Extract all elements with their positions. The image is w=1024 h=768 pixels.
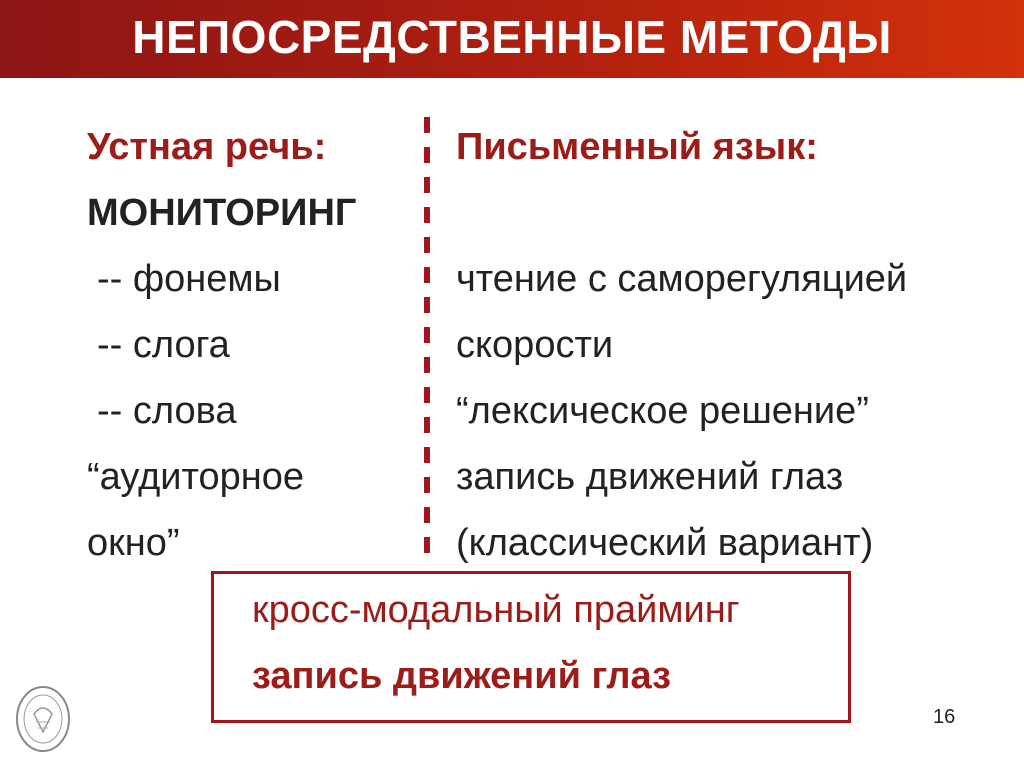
- right-line-speed: скорости: [456, 324, 614, 366]
- left-quote-line2: окно”: [87, 522, 180, 564]
- left-method: МОНИТОРИНГ: [87, 192, 357, 234]
- right-heading: Письменный язык:: [456, 126, 818, 168]
- right-line-classic: (классический вариант): [456, 522, 874, 564]
- left-quote-line1: “аудиторное: [87, 456, 304, 498]
- university-seal-logo: [14, 684, 72, 754]
- highlight-box: [211, 571, 851, 723]
- page-number: 16: [933, 706, 956, 728]
- slide-title: НЕПОСРЕДСТВЕННЫЕ МЕТОДЫ: [132, 11, 892, 63]
- title-bar: [0, 0, 1024, 78]
- right-line-lexical: “лексическое решение”: [456, 390, 869, 432]
- left-item-syllables: -- слога: [97, 324, 230, 366]
- left-heading: Устная речь:: [87, 126, 327, 168]
- box-line-eye-tracking: запись движений глаз: [252, 655, 672, 697]
- right-line-reading: чтение с саморегуляцией: [456, 258, 908, 300]
- left-item-words: -- слова: [97, 390, 237, 432]
- box-line-priming: кросс-модальный прайминг: [252, 589, 740, 631]
- column-divider: [424, 117, 430, 553]
- right-line-eye-tracking: запись движений глаз: [456, 456, 844, 498]
- left-item-phonemes: -- фонемы: [97, 258, 281, 300]
